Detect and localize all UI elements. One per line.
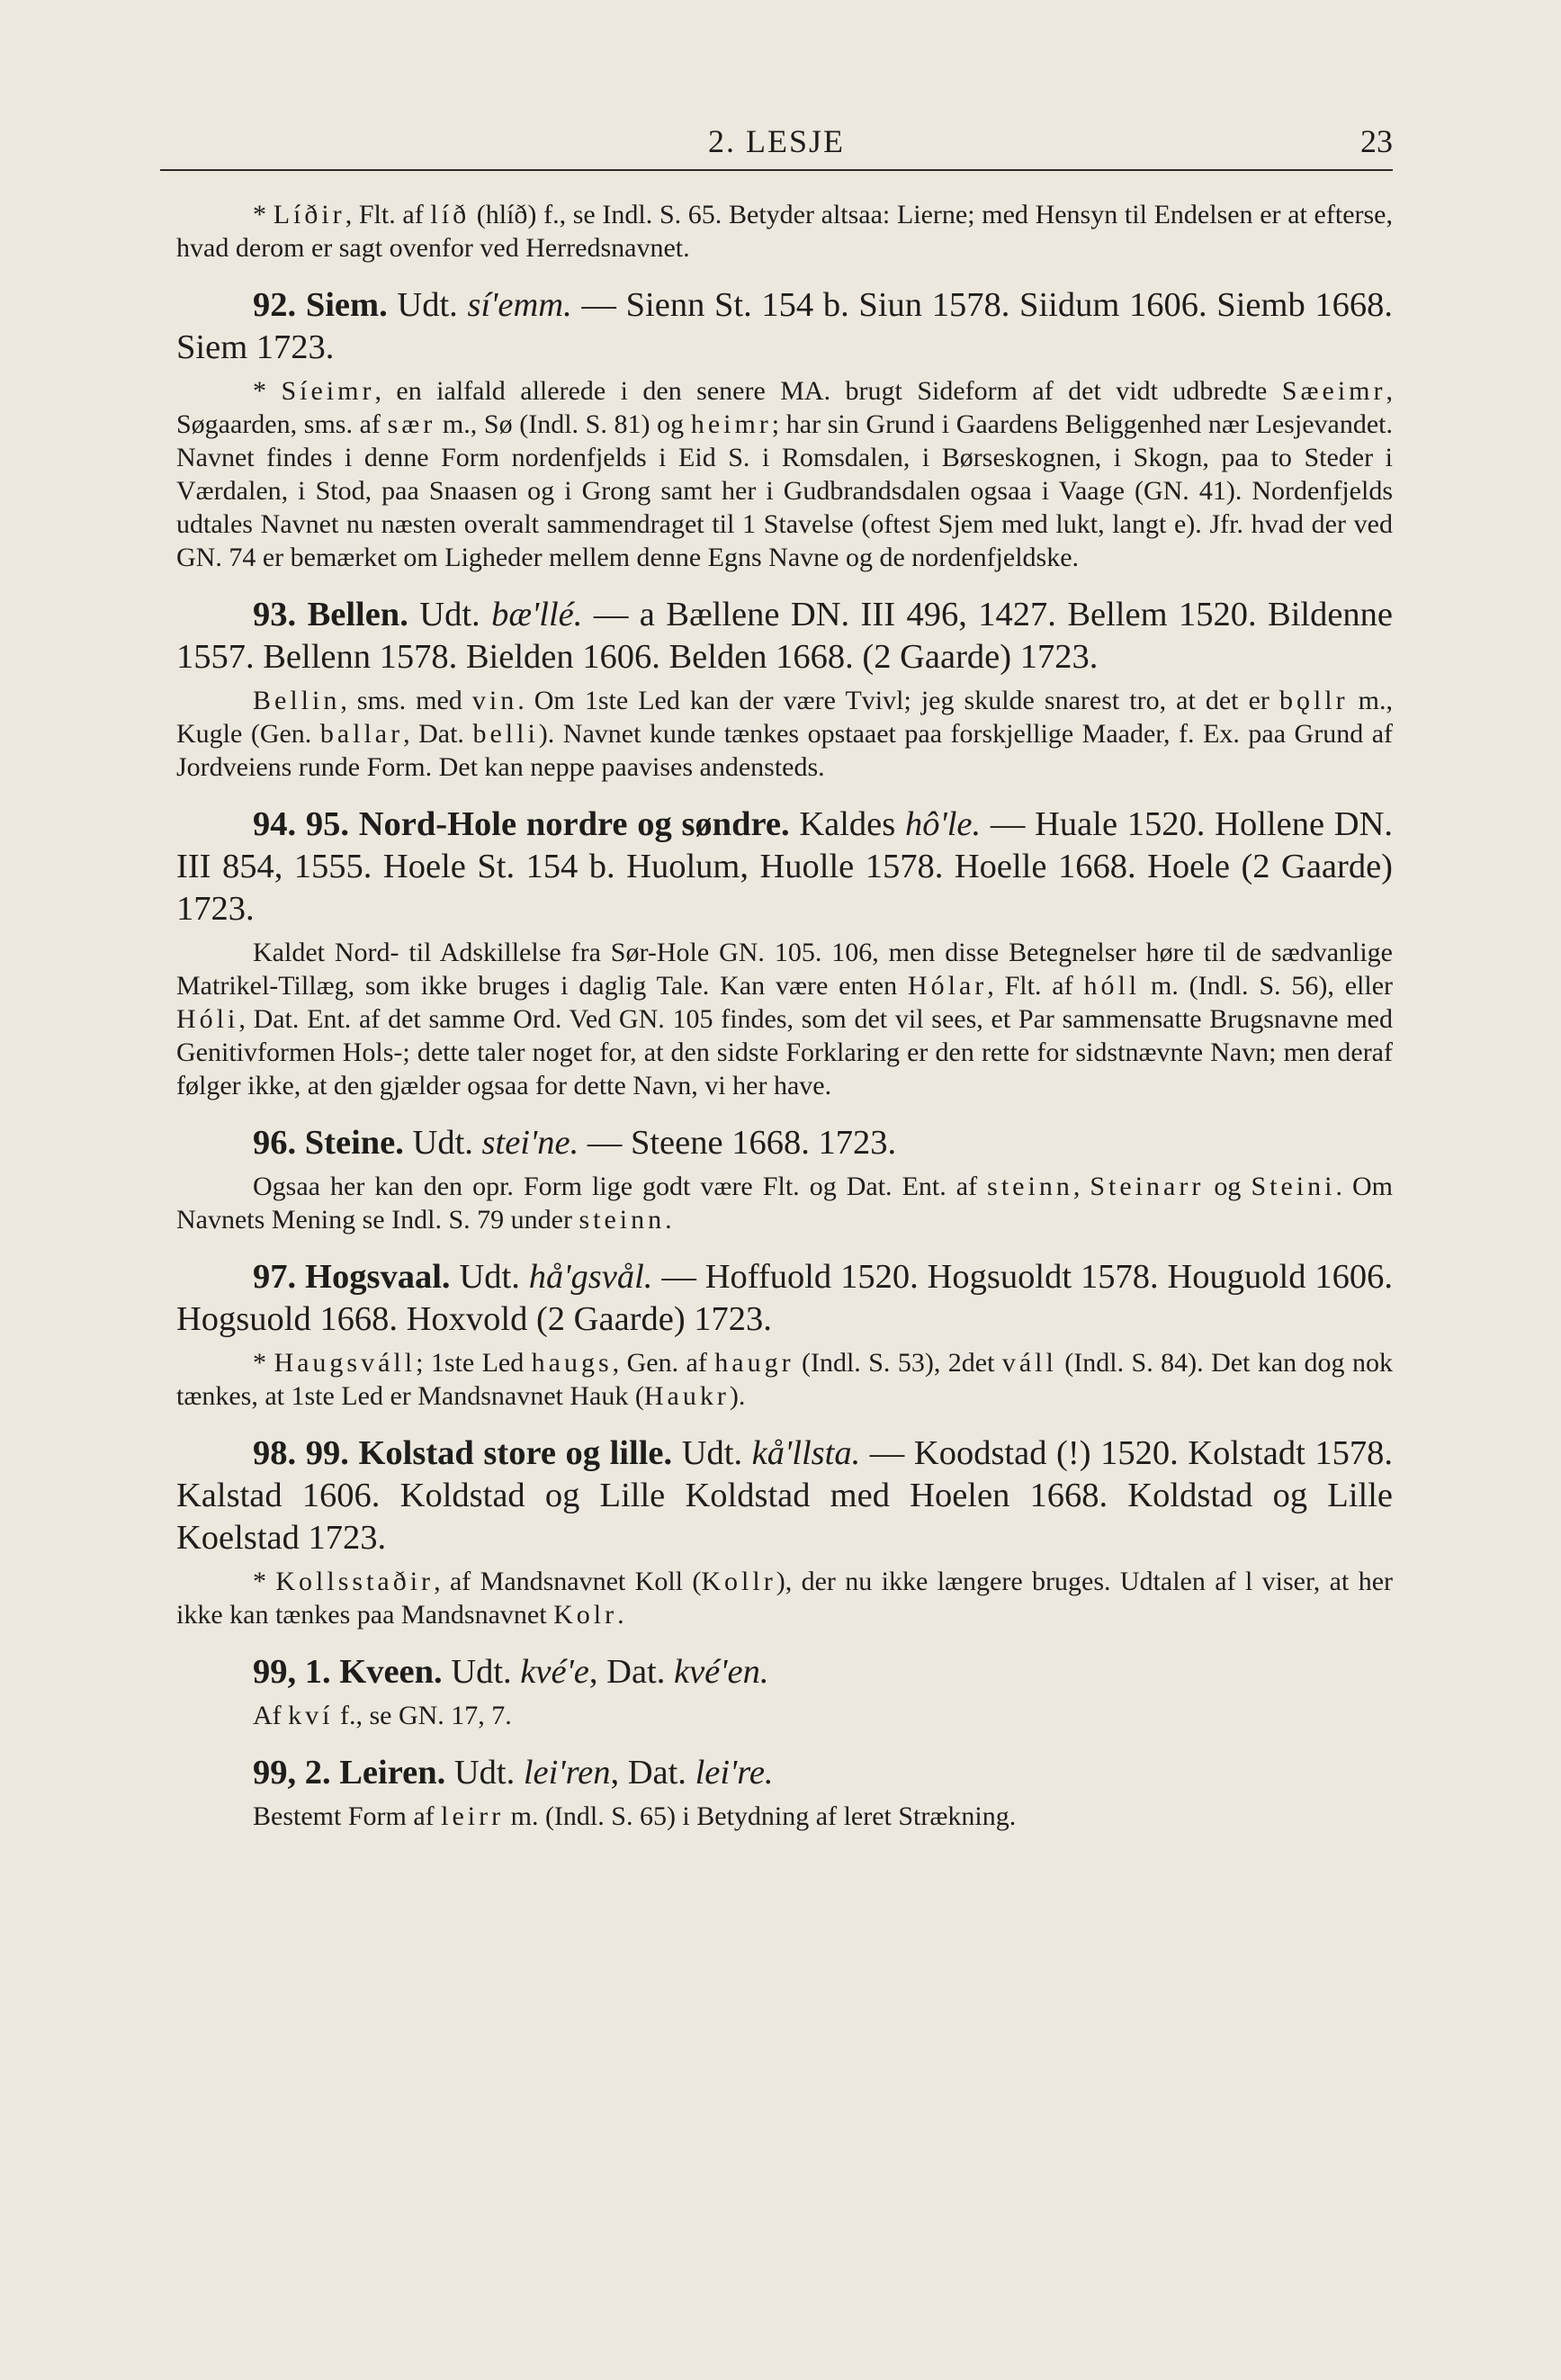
text-run: * xyxy=(253,376,282,406)
place-entry xyxy=(176,804,1393,930)
old-norse-form: heimr xyxy=(690,409,772,439)
text-run: , Dat. xyxy=(403,719,473,749)
place-name: Siem. xyxy=(305,286,388,324)
old-norse-form: Bellin xyxy=(253,686,341,715)
old-norse-form: hóll xyxy=(1083,971,1141,1001)
text-run: Udt. xyxy=(450,1258,529,1296)
pronunciation: lei'ren xyxy=(523,1754,611,1792)
text-run: m., Kugle (Gen. xyxy=(176,686,1393,749)
etymology-note xyxy=(176,936,1393,1102)
old-norse-form: Kolr xyxy=(553,1600,618,1630)
text-run: — Koodstad (!) 1520. Kolstadt 1578. Kalstad 1606. Koldstad og Lille Koldstad med Hoelen 1668. Koldstad og Lille Koelstad 1723. xyxy=(176,1434,1393,1557)
running-header xyxy=(160,115,1393,171)
text-run: Bestemt Form af xyxy=(253,1801,442,1831)
entry-number: 98. 99. xyxy=(253,1434,359,1472)
pronunciation: bæ'llé. xyxy=(491,596,583,633)
old-norse-form: kví xyxy=(288,1701,334,1730)
old-norse-form: steinn xyxy=(579,1205,666,1235)
entry-number: 92. xyxy=(253,286,306,324)
pronunciation: hô'le. xyxy=(905,805,982,843)
text-run: (Indl. S. 53), 2det xyxy=(794,1348,1002,1378)
text-run: Kaldes xyxy=(789,805,905,843)
text-run: ). xyxy=(729,1381,746,1411)
page-number: 23 xyxy=(1360,123,1393,159)
pronunciation: hå'gsvål. xyxy=(528,1258,653,1296)
text-run: ). Navnet kunde tænkes opstaaet paa forskjellige Maader, f. Ex. paa Grund af Jordveiens runde Form. Det kan neppe paavises andensteds. xyxy=(176,719,1393,782)
text-run: . Om 1ste Led kan der være Tvivl; jeg skulde snarest tro, at det er xyxy=(517,686,1279,715)
pronunciation: kvé'e xyxy=(520,1653,589,1691)
old-norse-form: bǫllr xyxy=(1278,686,1349,715)
text-run: * xyxy=(253,200,274,229)
text-run: Udt. xyxy=(445,1754,524,1792)
etymology-note xyxy=(176,684,1393,784)
text-run: Af xyxy=(253,1701,289,1730)
etymology-note xyxy=(176,1565,1393,1631)
entry-number: 93. xyxy=(253,596,308,633)
text-run: , en ialfald allerede i den senere MA. brugt Sideform af det vidt udbredte xyxy=(374,376,1282,406)
etymology-note xyxy=(176,1800,1393,1833)
old-norse-form: líð xyxy=(430,200,471,229)
text-run: , Dat. xyxy=(610,1754,695,1792)
place-name: Nord-Hole nordre og søndre. xyxy=(358,805,790,843)
text-run: , af Mandsnavnet Koll ( xyxy=(434,1567,702,1596)
old-norse-form: Sæeimr xyxy=(1281,376,1386,406)
text-run: . xyxy=(665,1205,672,1235)
text-run: , Flt. af xyxy=(987,971,1084,1001)
place-name: Kolstad store og lille. xyxy=(358,1434,673,1472)
place-entry xyxy=(176,284,1393,369)
page-body xyxy=(176,198,1393,1833)
old-norse-form: Hóli xyxy=(176,1004,239,1034)
text-run: og xyxy=(1204,1172,1251,1201)
old-norse-form: Haugsváll xyxy=(274,1348,417,1378)
text-run: m. (Indl. S. 65) i Betydning af leret Strækning. xyxy=(504,1801,1017,1831)
old-norse-form: leirr xyxy=(441,1801,505,1831)
old-norse-form: Hólar xyxy=(907,971,988,1001)
entry-number: 96. xyxy=(253,1124,305,1162)
old-norse-form: haugs xyxy=(531,1348,613,1378)
text-run: Udt. xyxy=(672,1434,752,1472)
old-norse-form: ballar xyxy=(319,719,404,749)
etymology-note xyxy=(176,1170,1393,1236)
old-norse-form: steinn xyxy=(987,1172,1073,1201)
text-run: , Dat. Ent. af det samme Ord. Ved GN. 105 findes, som det vil sees, et Par sammensatte Brugsnavne med Genitivformen Hols-; dette taler noget for, at den sidste Forklaring er den rette for sidstnævnte Navn; men deraf følger ikke, at den gjælder ogsaa for dette Navn, vi her have. xyxy=(176,1004,1393,1100)
text-run: Udt. xyxy=(442,1653,521,1691)
old-norse-form: Síeimr xyxy=(281,376,375,406)
text-run: , Søgaarden, sms. af xyxy=(176,376,1393,439)
entry-number: 99, 2. xyxy=(253,1754,340,1792)
text-run: — Hoffuold 1520. Hogsuoldt 1578. Houguold 1606. Hogsuold 1668. Hoxvold (2 Gaarde) 1723. xyxy=(176,1258,1394,1338)
text-run: , Gen. af xyxy=(612,1348,715,1378)
text-run: , Flt. af xyxy=(345,200,431,229)
text-run: * xyxy=(253,1567,276,1596)
text-run: Udt. xyxy=(403,1124,482,1162)
old-norse-form: Steinarr xyxy=(1090,1172,1205,1201)
old-norse-form: Líðir xyxy=(273,200,345,229)
old-norse-form: sær xyxy=(387,409,436,439)
text-run: , Dat. xyxy=(588,1653,674,1691)
pronunciation: kå'llsta. xyxy=(751,1434,861,1472)
place-name: Steine. xyxy=(304,1124,404,1162)
text-run: * xyxy=(253,1348,274,1378)
old-norse-form: Kollsstaðir xyxy=(275,1567,435,1596)
pronunciation: sí'emm. xyxy=(467,286,572,324)
entry-number: 97. xyxy=(253,1258,306,1296)
text-run: (hlíð) f., se Indl. S. 65. Betyder altsaa: Lierne; med Hensyn til Endelsen er at efterse, hvad derom er sagt ovenfor ved Herredsnavnet. xyxy=(176,200,1393,263)
place-name: Hogsvaal. xyxy=(305,1258,451,1296)
old-norse-form: vin xyxy=(471,686,518,715)
etymology-note xyxy=(176,198,1393,265)
old-norse-form: Kollr xyxy=(701,1567,776,1596)
place-name: Kveen. xyxy=(339,1653,443,1691)
old-norse-form: haugr xyxy=(714,1348,794,1378)
place-entry xyxy=(176,594,1393,678)
etymology-note xyxy=(176,1699,1393,1732)
place-entry xyxy=(176,1256,1393,1341)
place-entry xyxy=(176,1651,1393,1693)
text-run: m., Sø (Indl. S. 81) og xyxy=(435,409,691,439)
place-entry xyxy=(176,1122,1393,1164)
entry-number: 94. 95. xyxy=(253,805,359,843)
text-run: f., se GN. 17, 7. xyxy=(333,1701,512,1730)
text-run: . Om Navnets Mening se Indl. S. 79 under xyxy=(176,1172,1393,1235)
running-head-title: 2. LESJE xyxy=(707,123,845,159)
text-run: (Indl. S. 84). Det kan dog nok tænkes, at 1ste Led er Mandsnavnet Hauk ( xyxy=(176,1348,1393,1411)
old-norse-form: belli xyxy=(472,719,539,749)
place-entry xyxy=(176,1752,1393,1794)
pronunciation: stei'ne. xyxy=(481,1124,579,1162)
pronunciation: kvé'en. xyxy=(673,1653,769,1691)
etymology-note xyxy=(176,1346,1393,1413)
text-run: — a Bællene DN. III 496, 1427. Bellem 1520. Bildenne 1557. Bellenn 1578. Bielden 1606. Belden 1668. (2 Gaarde) 1723. xyxy=(176,596,1394,676)
text-run: Udt. xyxy=(408,596,492,633)
text-run: , xyxy=(1072,1172,1090,1201)
text-run: — Steene 1668. 1723. xyxy=(579,1124,897,1162)
text-run: m. (Indl. S. 56), eller xyxy=(1140,971,1393,1001)
old-norse-form: Haukr xyxy=(643,1381,730,1411)
pronunciation: lei're. xyxy=(695,1754,774,1792)
text-run: , sms. med xyxy=(340,686,472,715)
place-name: Bellen. xyxy=(307,596,408,633)
old-norse-form: váll xyxy=(1001,1348,1057,1378)
entry-number: 99, 1. xyxy=(253,1653,340,1691)
text-run: . xyxy=(617,1600,624,1630)
text-run: Kaldet Nord- til Adskillelse fra Sør-Hole GN. 105. 106, men disse Betegnelser høre til de sædvanlige Matrikel-Tillæg, som ikke bruges i daglig Tale. Kan være enten xyxy=(176,938,1393,1001)
text-run: ; 1ste Led xyxy=(416,1348,532,1378)
text-run: Udt. xyxy=(387,286,468,324)
place-entry xyxy=(176,1432,1393,1559)
etymology-note xyxy=(176,374,1393,574)
text-run: Ogsaa her kan den opr. Form lige godt være Flt. og Dat. Ent. af xyxy=(253,1172,988,1201)
old-norse-form: Steini xyxy=(1251,1172,1336,1201)
place-name: Leiren. xyxy=(339,1754,446,1792)
text-run: ), der nu ikke længere bruges. Udtalen af l viser, at her ikke kan tænkes paa Mandsnavnet xyxy=(176,1567,1394,1630)
text-run: ; har sin Grund i Gaardens Beliggenhed nær Lesjevandet. Navnet findes i denne Form nordenfjelds i Eid S. i Romsdalen, i Børseskognen, i Skogn, paa to Steder i Værdalen, i Stod, paa Snaasen og i Grong samt her i Gudbrandsdalen ogsaa i Vaage (GN. 41). Nordenfjelds udtales Navnet nu næsten overalt sammendraget til 1 Stavelse (oftest Sjem med lukt, langt e). Jfr. hvad der ved GN. 74 er bemærket om Ligheder mellem denne Egns Navne og de nordenfjeldske. xyxy=(176,409,1393,572)
text-run: — Huale 1520. Hollene DN. III 854, 1555. Hoele St. 154 b. Huolum, Huolle 1578. Hoelle 1668. Hoele (2 Gaarde) 1723. xyxy=(176,805,1393,928)
text-run: — Sienn St. 154 b. Siun 1578. Siidum 1606. Siemb 1668. Siem 1723. xyxy=(176,286,1394,366)
